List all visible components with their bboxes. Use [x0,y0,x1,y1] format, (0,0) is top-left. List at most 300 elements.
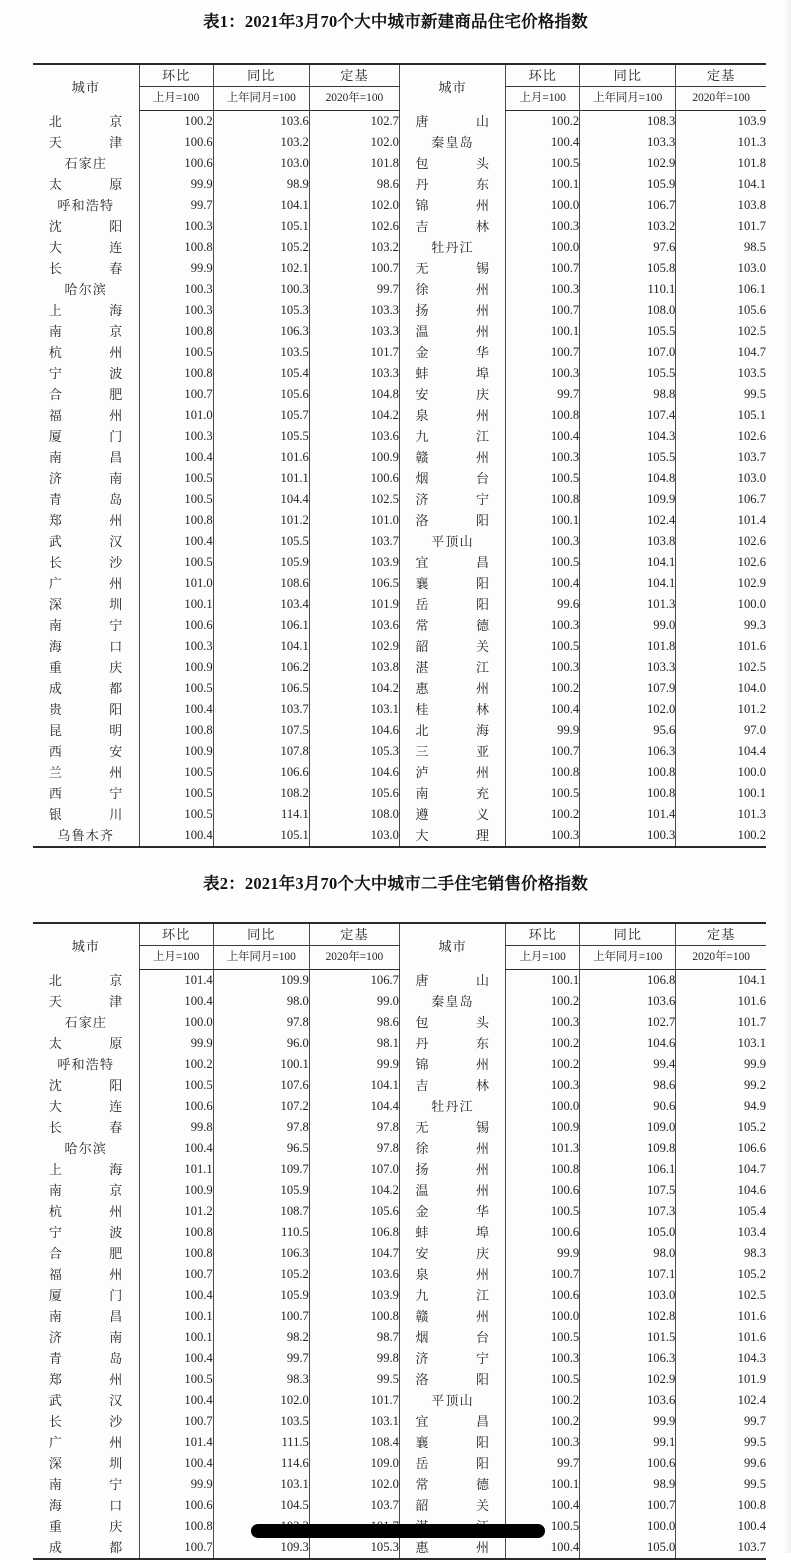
table-row [33,1096,766,1117]
value-base-left: 101.8 [309,153,399,174]
value-mom-right: 100.4 [506,699,580,720]
value-yoy-right: 108.3 [580,111,676,133]
value-yoy-left: 105.6 [213,384,309,405]
value-mom-left: 101.1 [139,1159,213,1180]
value-mom-left: 100.1 [139,594,213,615]
value-base-left: 104.7 [309,1243,399,1264]
header-group-yoy-left: 同比 [213,64,309,87]
city-name-left: 广 州 [48,1435,123,1450]
value-yoy-right: 103.3 [580,132,676,153]
value-mom-right: 100.2 [506,1390,580,1411]
value-yoy-left: 108.2 [213,783,309,804]
value-base-right: 104.7 [676,1159,766,1180]
value-mom-left: 100.9 [139,741,213,762]
table-row [33,510,766,531]
value-base-right: 100.2 [676,825,766,847]
value-base-right: 103.9 [676,111,766,133]
table-row [33,405,766,426]
value-mom-right: 100.3 [506,1075,580,1096]
value-base-left: 106.5 [309,573,399,594]
value-yoy-left: 109.9 [213,970,309,992]
value-base-left: 98.6 [309,1012,399,1033]
city-name-right: 锦 州 [415,198,490,213]
table-2-second-hand-housing [33,922,766,1560]
table-row [33,970,766,992]
value-mom-left: 101.2 [139,1201,213,1222]
value-yoy-left: 110.5 [213,1222,309,1243]
value-yoy-left: 103.7 [213,699,309,720]
city-name-left: 乌鲁木齐 [33,825,139,847]
header-base-base-left: 2020年=100 [309,946,399,970]
value-base-right: 103.7 [676,1537,766,1559]
value-mom-left: 100.5 [139,804,213,825]
city-name-right: 蚌 埠 [415,366,490,381]
value-yoy-right: 106.3 [580,741,676,762]
value-base-right: 103.7 [676,447,766,468]
value-yoy-left: 107.2 [213,1096,309,1117]
value-mom-left: 101.4 [139,970,213,992]
value-mom-left: 101.4 [139,1432,213,1453]
value-mom-left: 100.5 [139,762,213,783]
value-base-left: 100.9 [309,447,399,468]
value-mom-left: 100.6 [139,1096,213,1117]
value-mom-left: 100.5 [139,783,213,804]
value-mom-right: 100.5 [506,1327,580,1348]
value-mom-left: 100.5 [139,342,213,363]
value-mom-left: 100.5 [139,1369,213,1390]
value-yoy-left: 105.2 [213,237,309,258]
city-name-right: 南 充 [415,786,490,801]
city-name-right: 洛 阳 [415,513,490,528]
city-name-left: 济 南 [48,1330,123,1345]
value-base-right: 103.0 [676,258,766,279]
value-base-left: 103.1 [309,1411,399,1432]
value-yoy-right: 101.5 [580,1327,676,1348]
value-mom-right: 100.2 [506,1054,580,1075]
city-name-right: 韶 关 [415,639,490,654]
table-row [33,1411,766,1432]
city-name-left: 深 圳 [48,597,123,612]
value-yoy-left: 105.1 [213,825,309,847]
value-mom-right: 100.5 [506,1516,580,1537]
value-base-left: 103.8 [309,657,399,678]
city-name-right: 安 庆 [415,1246,490,1261]
value-yoy-right: 109.9 [580,489,676,510]
table-row [33,1432,766,1453]
city-name-left: 呼和浩特 [57,198,115,213]
value-yoy-right: 102.8 [580,1306,676,1327]
value-base-left: 99.7 [309,279,399,300]
header-base-mom-right: 上月=100 [506,87,580,111]
table-row [33,447,766,468]
value-yoy-right: 104.8 [580,468,676,489]
value-yoy-left: 98.3 [213,1369,309,1390]
value-mom-left: 100.4 [139,1390,213,1411]
value-yoy-left: 96.0 [213,1033,309,1054]
value-yoy-right: 98.9 [580,1474,676,1495]
value-base-left: 104.8 [309,384,399,405]
value-yoy-left: 98.9 [213,174,309,195]
table-row [33,111,766,133]
value-mom-right: 100.5 [506,783,580,804]
city-name-right: 无 锡 [415,261,490,276]
value-base-right: 103.5 [676,363,766,384]
header-city-right: 城市 [399,64,505,111]
value-yoy-left: 105.9 [213,552,309,573]
value-base-left: 101.0 [309,510,399,531]
value-mom-right: 100.1 [506,510,580,531]
city-name-right: 常 德 [415,618,490,633]
value-yoy-left: 105.3 [213,300,309,321]
value-mom-right: 99.7 [506,384,580,405]
table-row [33,174,766,195]
city-name-left: 长 春 [48,261,123,276]
value-yoy-left: 104.5 [213,1495,309,1516]
city-name-left: 海 口 [48,1498,123,1513]
value-base-right: 99.3 [676,615,766,636]
value-mom-right: 99.6 [506,594,580,615]
value-mom-left: 100.4 [139,1453,213,1474]
value-base-left: 107.0 [309,1159,399,1180]
value-mom-left: 100.5 [139,552,213,573]
table-row [33,1138,766,1159]
value-base-right: 103.1 [676,1033,766,1054]
value-base-left: 103.6 [309,426,399,447]
header-base-yoy-right: 上年同月=100 [580,87,676,111]
city-name-left: 郑 州 [48,513,123,528]
value-mom-right: 100.7 [506,1264,580,1285]
city-name-left: 昆 明 [48,723,123,738]
table-row [33,1390,766,1411]
value-base-right: 99.9 [676,1054,766,1075]
value-base-right: 99.7 [676,1411,766,1432]
value-mom-right: 100.8 [506,762,580,783]
city-name-right: 襄 阳 [415,576,490,591]
city-name-left: 天 津 [48,994,123,1009]
value-base-left: 104.6 [309,720,399,741]
city-name-left: 合 肥 [48,387,123,402]
city-name-left: 武 汉 [48,534,123,549]
value-base-left: 104.2 [309,678,399,699]
page-edge-shading [782,0,791,1553]
value-yoy-right: 103.2 [580,216,676,237]
value-yoy-left: 103.6 [213,111,309,133]
value-mom-right: 100.8 [506,1159,580,1180]
city-name-left: 广 州 [48,576,123,591]
value-yoy-right: 107.4 [580,405,676,426]
value-base-left: 104.1 [309,1075,399,1096]
city-name-left: 南 京 [48,324,123,339]
value-base-left: 103.0 [309,825,399,847]
value-mom-left: 100.5 [139,1075,213,1096]
value-base-left: 103.6 [309,1264,399,1285]
value-base-right: 100.0 [676,594,766,615]
value-base-right: 105.1 [676,405,766,426]
city-name-right: 扬 州 [415,303,490,318]
city-name-left: 杭 州 [48,345,123,360]
city-name-left: 太 原 [48,177,123,192]
value-mom-left: 100.4 [139,991,213,1012]
value-mom-right: 100.3 [506,1348,580,1369]
value-base-left: 101.7 [309,1390,399,1411]
table-row [33,699,766,720]
city-name-right: 平顶山 [431,1393,474,1408]
value-base-left: 105.6 [309,783,399,804]
city-name-left: 合 肥 [48,1246,123,1261]
city-name-right: 蚌 埠 [415,1225,490,1240]
city-name-left: 石家庄 [64,156,108,171]
value-base-right: 106.6 [676,1138,766,1159]
value-base-right: 103.4 [676,1222,766,1243]
table-row [33,1201,766,1222]
value-yoy-left: 105.9 [213,1180,309,1201]
city-name-right: 韶 关 [415,1498,490,1513]
value-mom-right: 100.7 [506,300,580,321]
value-yoy-left: 107.8 [213,741,309,762]
table-row [33,1327,766,1348]
value-yoy-right: 98.8 [580,384,676,405]
value-yoy-left: 103.4 [213,594,309,615]
value-mom-right: 100.8 [506,405,580,426]
value-base-right: 104.4 [676,741,766,762]
value-base-left: 101.7 [309,342,399,363]
value-yoy-right: 100.3 [580,825,676,847]
value-mom-right: 100.6 [506,1285,580,1306]
table-row [33,1537,766,1559]
table-row [33,657,766,678]
value-mom-right: 100.2 [506,1411,580,1432]
value-mom-right: 100.7 [506,342,580,363]
table-row [33,321,766,342]
value-yoy-right: 106.1 [580,1159,676,1180]
value-yoy-right: 105.0 [580,1222,676,1243]
city-name-right: 安 庆 [415,387,490,402]
value-yoy-left: 105.1 [213,216,309,237]
value-mom-left: 100.3 [139,426,213,447]
header-group-base-right: 定基 [676,64,766,87]
city-name-right: 济 宁 [415,1351,490,1366]
value-mom-left: 100.6 [139,153,213,174]
value-yoy-right: 100.0 [580,1516,676,1537]
table-row [33,1159,766,1180]
value-mom-left: 100.1 [139,1306,213,1327]
value-mom-left: 99.9 [139,1474,213,1495]
header-group-base-left: 定基 [309,64,399,87]
value-mom-right: 100.5 [506,1201,580,1222]
value-mom-right: 100.6 [506,1222,580,1243]
city-name-right: 桂 林 [415,702,490,717]
value-base-left: 102.7 [309,111,399,133]
city-name-right: 惠 州 [399,1537,505,1559]
city-name-left: 济 南 [48,471,123,486]
value-mom-left: 100.4 [139,1285,213,1306]
city-name-left: 西 安 [48,744,123,759]
table-row [33,426,766,447]
value-base-left: 102.0 [309,132,399,153]
city-name-left: 杭 州 [48,1204,123,1219]
value-base-right: 101.9 [676,1369,766,1390]
table-row [33,153,766,174]
value-mom-right: 100.5 [506,636,580,657]
city-name-right: 宜 昌 [415,1414,490,1429]
table-row [33,216,766,237]
value-yoy-left: 105.5 [213,531,309,552]
value-mom-right: 99.9 [506,1243,580,1264]
value-yoy-right: 104.1 [580,552,676,573]
value-base-left: 104.4 [309,1096,399,1117]
value-yoy-right: 100.8 [580,783,676,804]
city-name-left: 福 州 [48,408,123,423]
city-name-left: 南 宁 [48,618,123,633]
table-row [33,991,766,1012]
city-name-left: 沈 阳 [48,219,123,234]
value-yoy-right: 106.7 [580,195,676,216]
value-base-right: 100.8 [676,1495,766,1516]
value-yoy-left: 106.6 [213,762,309,783]
table-row [33,615,766,636]
city-name-left: 郑 州 [48,1372,123,1387]
city-name-left: 南 京 [48,1183,123,1198]
value-mom-right: 100.1 [506,970,580,992]
value-mom-left: 100.9 [139,657,213,678]
value-yoy-right: 105.5 [580,447,676,468]
value-mom-left: 99.8 [139,1117,213,1138]
city-name-right: 烟 台 [415,471,490,486]
value-yoy-left: 109.3 [213,1537,309,1559]
header-group-yoy-right: 同比 [580,64,676,87]
value-yoy-right: 101.4 [580,804,676,825]
value-mom-right: 100.0 [506,1306,580,1327]
header-group-base-left: 定基 [309,923,399,946]
value-base-left: 98.1 [309,1033,399,1054]
value-mom-left: 100.3 [139,636,213,657]
city-name-left: 西 宁 [48,786,123,801]
city-name-left: 大 连 [48,1099,123,1114]
value-mom-left: 100.7 [139,1537,213,1559]
value-base-left: 109.0 [309,1453,399,1474]
header-base-yoy-left: 上年同月=100 [213,87,309,111]
city-name-right: 丹 东 [415,177,490,192]
value-base-right: 102.5 [676,321,766,342]
value-yoy-right: 102.9 [580,1369,676,1390]
value-yoy-left: 108.7 [213,1201,309,1222]
value-base-left: 105.3 [309,741,399,762]
value-yoy-right: 110.1 [580,279,676,300]
city-name-right: 九 江 [415,1288,490,1303]
value-yoy-right: 105.0 [580,1537,676,1559]
value-base-left: 100.6 [309,468,399,489]
table-row [33,1243,766,1264]
table-row [33,279,766,300]
value-mom-right: 100.7 [506,258,580,279]
value-mom-left: 100.2 [139,111,213,133]
value-mom-left: 101.0 [139,573,213,594]
value-mom-left: 100.7 [139,1411,213,1432]
value-mom-left: 100.4 [139,447,213,468]
value-yoy-left: 99.7 [213,1348,309,1369]
city-name-right: 金 华 [415,345,490,360]
value-base-right: 102.6 [676,426,766,447]
table-row [33,804,766,825]
value-yoy-right: 98.0 [580,1243,676,1264]
city-name-right: 常 德 [415,1477,490,1492]
value-base-right: 98.3 [676,1243,766,1264]
table-1-head [33,64,766,111]
city-name-right: 泉 州 [415,1267,490,1282]
city-name-right: 岳 阳 [415,597,490,612]
value-yoy-left: 111.5 [213,1432,309,1453]
value-base-left: 101.9 [309,594,399,615]
value-mom-left: 100.3 [139,216,213,237]
table-row [33,1264,766,1285]
value-yoy-left: 100.1 [213,1054,309,1075]
value-base-left: 99.8 [309,1348,399,1369]
value-base-right: 101.6 [676,636,766,657]
city-name-right: 无 锡 [415,1120,490,1135]
city-name-left: 青 岛 [48,492,123,507]
value-yoy-right: 97.6 [580,237,676,258]
table2-title: 表2：2021年3月70个大中城市二手住宅销售价格指数 [203,874,588,893]
value-mom-right: 100.0 [506,195,580,216]
table-row [33,1012,766,1033]
table-row [33,195,766,216]
header-city-left: 城市 [33,923,139,970]
value-yoy-left: 98.2 [213,1327,309,1348]
table-row [33,825,766,847]
value-mom-left: 100.2 [139,1054,213,1075]
table-row [33,300,766,321]
value-base-right: 101.6 [676,991,766,1012]
value-base-left: 102.0 [309,195,399,216]
value-yoy-left: 105.4 [213,363,309,384]
value-yoy-right: 102.4 [580,510,676,531]
value-base-left: 103.6 [309,615,399,636]
value-mom-right: 100.4 [506,1495,580,1516]
city-name-right: 襄 阳 [415,1435,490,1450]
value-yoy-left: 103.5 [213,342,309,363]
table-row [33,258,766,279]
value-base-right: 99.6 [676,1453,766,1474]
value-yoy-right: 106.8 [580,970,676,992]
value-mom-left: 99.9 [139,174,213,195]
value-yoy-right: 102.7 [580,1012,676,1033]
value-mom-left: 99.7 [139,195,213,216]
value-mom-left: 99.9 [139,1033,213,1054]
value-mom-right: 101.3 [506,1138,580,1159]
city-name-right: 泉 州 [415,408,490,423]
value-base-right: 103.0 [676,468,766,489]
city-name-right: 牡丹江 [431,240,474,255]
value-yoy-right: 103.3 [580,657,676,678]
table1-title: 表1：2021年3月70个大中城市新建商品住宅价格指数 [203,12,588,31]
value-mom-right: 100.1 [506,321,580,342]
value-yoy-right: 95.6 [580,720,676,741]
value-base-right: 100.1 [676,783,766,804]
value-base-left: 102.5 [309,489,399,510]
table-row [33,1306,766,1327]
value-yoy-left: 104.1 [213,195,309,216]
value-yoy-left: 105.2 [213,1264,309,1285]
value-yoy-left: 105.7 [213,405,309,426]
header-group-yoy-right: 同比 [580,923,676,946]
city-name-left: 沈 阳 [48,1078,123,1093]
value-mom-right: 100.2 [506,678,580,699]
value-yoy-left: 102.1 [213,258,309,279]
table-row [33,1117,766,1138]
city-name-left: 大 连 [48,240,123,255]
value-mom-right: 100.5 [506,153,580,174]
value-base-right: 97.0 [676,720,766,741]
